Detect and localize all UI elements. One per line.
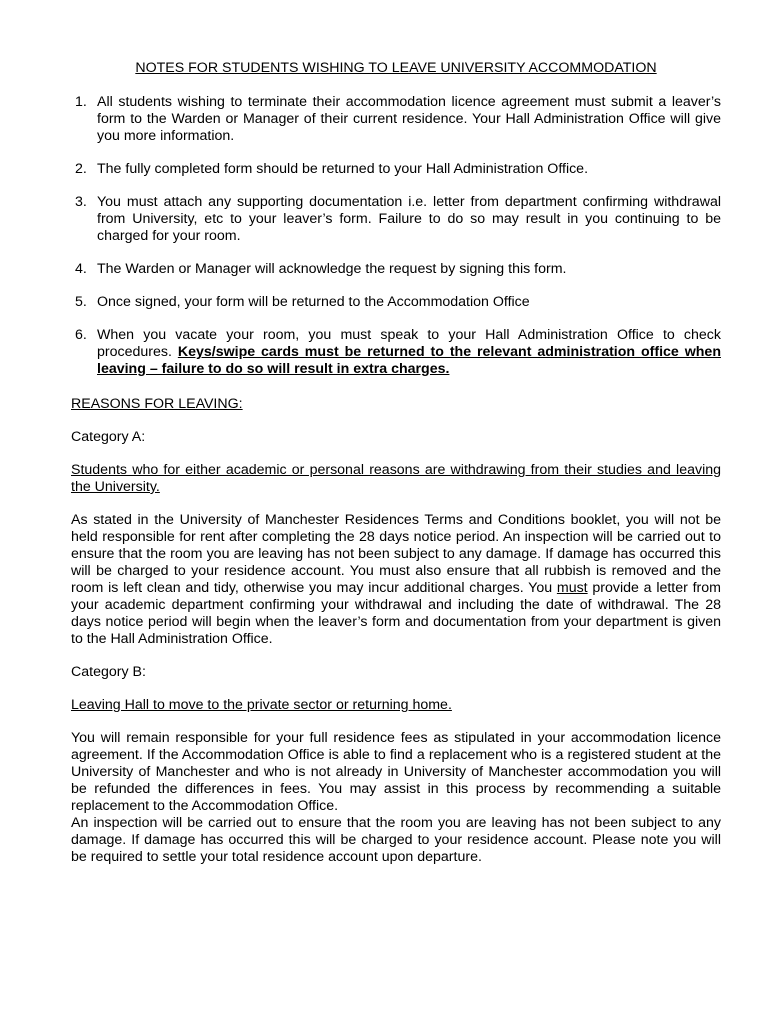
list-item-text: The fully completed form should be returned to your Hall Administration Office. — [97, 161, 589, 177]
list-item-2 — [71, 161, 721, 178]
category-a-body-part1: As stated in the University of Manchester Residences Terms and Conditions booklet, you will not be held responsible for rent after completing the 28 days notice period. An inspection will be carried out to ensure that the room you are leaving has not been subject to any damage. If damage has occurred this will be charged to your residence account. You must also ensure that all rubbish is removed and the room is left clean and tidy, otherwise you may incur additional charges. You — [71, 512, 721, 596]
category-b-body-line2: An inspection will be carried out to ensure that the room you are leaving has not been subject to any damage. If damage has occurred this will be charged to your residence account. Please note you will be required to settle your total residence account upon departure. — [71, 815, 721, 865]
list-item-number: 1. — [75, 94, 87, 110]
category-a-body-part2: provide a letter from your academic department confirming your withdrawal and including the date of withdrawal. The 28 days notice period will begin when the leaver’s form and documentation from your department is given to the Hall Administration Office. — [71, 580, 721, 647]
category-b-body-line1: You will remain responsible for your full residence fees as stipulated in your accommodation licence agreement. If the Accommodation Office is able to find a replacement who is a registered student at the University of Manchester and who is not already in University of Manchester accommodation you will be refunded the differences in fees. You may assist in this process by recommending a suitable replacement to the Accommodation Office. — [71, 730, 721, 814]
list-item-number: 6. — [75, 327, 87, 343]
list-item-number: 4. — [75, 261, 87, 277]
list-item-5 — [71, 294, 721, 311]
category-a-subheading: Students who for either academic or personal reasons are withdrawing from their studies and leaving the University. — [71, 462, 721, 495]
reasons-section — [71, 396, 721, 882]
list-item-6 — [71, 327, 721, 378]
list-item-1 — [71, 94, 721, 145]
list-item-text: The Warden or Manager will acknowledge the request by signing this form. — [97, 261, 567, 277]
key-return-warning: Keys/swipe cards must be returned to the relevant administration office when leaving – failure to do so will result in extra charges. — [97, 344, 721, 377]
category-b-body — [71, 730, 721, 866]
list-item-number: 3. — [75, 194, 87, 210]
reasons-heading: REASONS FOR LEAVING: — [71, 396, 243, 412]
category-a-body — [71, 512, 721, 648]
list-item-text: When you vacate your room, you must speak to your Hall Administration Office to check procedures. — [97, 327, 721, 360]
category-b-label: Category B: — [71, 664, 146, 680]
list-item-number: 5. — [75, 294, 87, 310]
list-item-4 — [71, 261, 721, 278]
document-page — [71, 0, 721, 1024]
list-item-text: All students wishing to terminate their accommodation licence agreement must submit a leaver’s form to the Warden or Manager of their current residence. Your Hall Administration Office will give you more information. — [97, 94, 721, 144]
list-item-3 — [71, 194, 721, 245]
list-item-number: 2. — [75, 161, 87, 177]
notes-list — [71, 94, 721, 394]
list-item-text: You must attach any supporting documentation i.e. letter from department confirming withdrawal from University, etc to your leaver’s form. Failure to do so may result in you continuing to be charged for your room. — [97, 194, 721, 244]
page-title: NOTES FOR STUDENTS WISHING TO LEAVE UNIVERSITY ACCOMMODATION — [135, 60, 657, 76]
list-item-text: Once signed, your form will be returned to the Accommodation Office — [97, 294, 530, 310]
category-b-subheading: Leaving Hall to move to the private sector or returning home. — [71, 697, 452, 713]
category-a-label: Category A: — [71, 429, 146, 445]
category-a-body-must: must — [556, 580, 588, 596]
